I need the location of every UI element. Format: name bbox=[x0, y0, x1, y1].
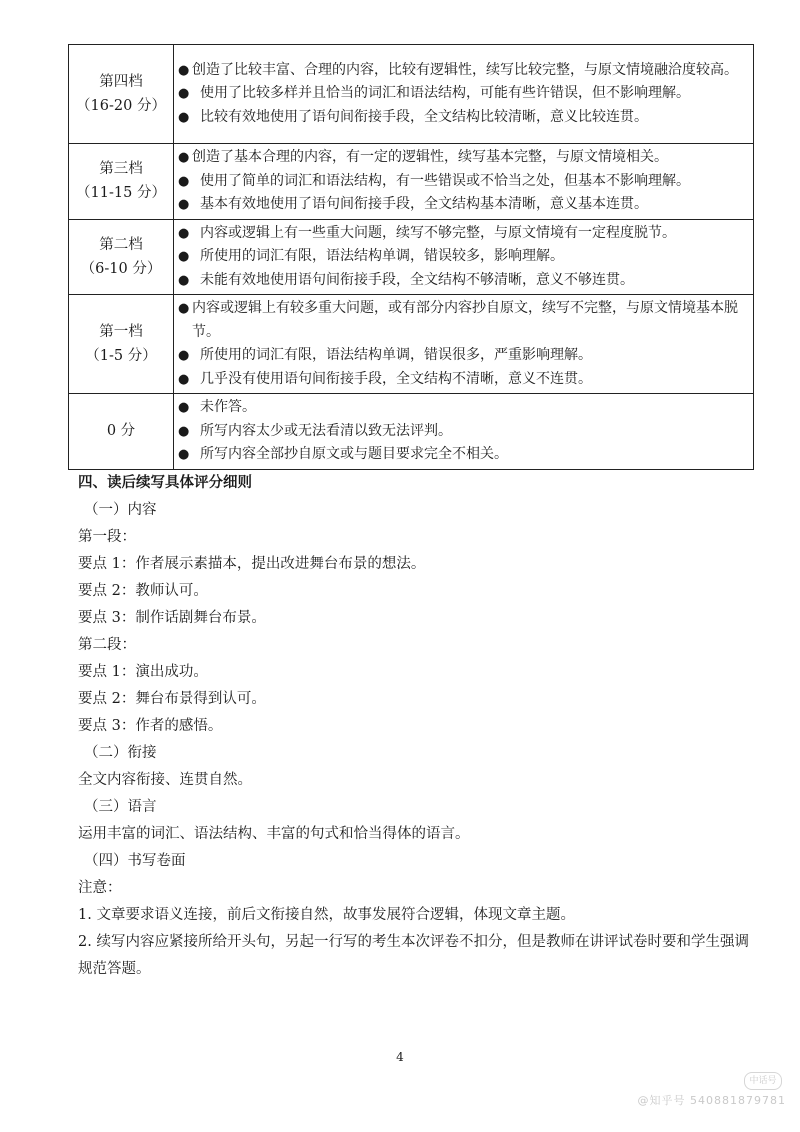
rubric-row-zero bbox=[69, 394, 754, 470]
bullet-icon: ● bbox=[178, 423, 190, 439]
criteria-item: ● 使用了简单的词汇和语法结构，有一些错误或不恰当之处，但基本不影响理解。 bbox=[178, 170, 749, 194]
content-heading: （一）内容 bbox=[84, 502, 157, 518]
bullet-icon: ● bbox=[178, 249, 190, 264]
level-cell bbox=[69, 45, 174, 144]
criteria-item: ● 比较有效地使用了语句间衔接手段，全文结构比较清晰，意义比较连贯。 bbox=[178, 106, 749, 130]
watermark-text: @知乎号 540881879781 bbox=[637, 1094, 786, 1107]
level-range: （6-10 分） bbox=[80, 260, 162, 277]
criteria-item: ● 所写内容太少或无法看清以致无法评判。 bbox=[178, 420, 749, 444]
rubric-row-level-2 bbox=[69, 219, 754, 295]
notes-label: 注意： bbox=[78, 880, 122, 896]
key-point: 要点 1：演出成功。 bbox=[78, 664, 208, 680]
note-item: 2. 续写内容应紧接所给开头句，另起一行写的考生本次评卷不扣分，但是教师在讲评试卷时要和学生强调规范答题。 bbox=[78, 934, 749, 977]
criteria-cell bbox=[174, 394, 754, 470]
rubric-table bbox=[68, 44, 754, 470]
writing-heading: （四）书写卷面 bbox=[84, 853, 186, 869]
bullet-icon: ● bbox=[178, 400, 190, 415]
bullet-icon: ● bbox=[178, 86, 190, 102]
bullet-icon: ● bbox=[178, 62, 190, 78]
bullet-icon: ● bbox=[178, 225, 190, 241]
level-cell bbox=[69, 394, 174, 470]
criteria-item: ● 所写内容全部抄自原文或与题目要求完全不相关。 bbox=[178, 443, 749, 467]
note-item: 1. 文章要求语义连接，前后文衔接自然，故事发展符合逻辑，体现文章主题。 bbox=[78, 907, 575, 923]
criteria-cell bbox=[174, 219, 754, 295]
level-name: 第一档 bbox=[99, 324, 143, 340]
criteria-item: ● 所使用的词汇有限，语法结构单调，错误较多，影响理解。 bbox=[178, 245, 749, 269]
criteria-cell bbox=[174, 144, 754, 220]
bullet-icon: ● bbox=[178, 197, 190, 212]
bullet-icon: ● bbox=[178, 348, 190, 363]
level-range: （16-20 分） bbox=[76, 98, 166, 114]
level-range: （11-15 分） bbox=[76, 185, 166, 202]
bullet-icon: ● bbox=[178, 173, 190, 189]
criteria-item: ● 内容或逻辑上有一些重大问题，续写不够完整，与原文情境有一定程度脱节。 bbox=[178, 222, 749, 246]
criteria-item: ● 创造了比较丰富、合理的内容，比较有逻辑性，续写比较完整，与原文情境融洽度较高。 bbox=[178, 59, 749, 83]
cohesion-text: 全文内容衔接、连贯自然。 bbox=[78, 772, 252, 788]
level-name: 第二档 bbox=[99, 236, 143, 253]
paragraph-two-label: 第二段： bbox=[78, 637, 136, 653]
bullet-icon: ● bbox=[178, 301, 190, 316]
key-point: 要点 3：制作话剧舞台布景。 bbox=[78, 610, 266, 626]
criteria-item: ● 创造了基本合理的内容，有一定的逻辑性，续写基本完整，与原文情境相关。 bbox=[178, 146, 749, 170]
paragraph-one-label: 第一段： bbox=[78, 529, 136, 545]
level-name: 第三档 bbox=[99, 161, 143, 178]
criteria-item: ● 内容或逻辑上有较多重大问题，或有部分内容抄自原文，续写不完整，与原文情境基本脱节。 bbox=[178, 297, 749, 344]
criteria-item: ● 几乎没有使用语句间衔接手段，全文结构不清晰，意义不连贯。 bbox=[178, 368, 749, 392]
bullet-icon: ● bbox=[178, 371, 190, 387]
section-title: 四、读后续写具体评分细则 bbox=[78, 475, 252, 491]
criteria-cell bbox=[174, 45, 754, 144]
bullet-icon: ● bbox=[178, 272, 190, 288]
key-point: 要点 1：作者展示素描本，提出改进舞台布景的想法。 bbox=[78, 556, 426, 572]
key-point: 要点 2：舞台布景得到认可。 bbox=[78, 691, 266, 707]
criteria-item: ● 所使用的词汇有限，语法结构单调，错误很多，严重影响理解。 bbox=[178, 344, 749, 368]
bullet-icon: ● bbox=[178, 109, 190, 125]
level-cell bbox=[69, 144, 174, 220]
level-range: （1-5 分） bbox=[85, 348, 157, 364]
level-name: 0 分 bbox=[106, 423, 136, 440]
level-cell bbox=[69, 295, 174, 394]
rubric-row-level-4 bbox=[69, 45, 754, 144]
criteria-item: ● 使用了比较多样并且恰当的词汇和语法结构，可能有些许错误，但不影响理解。 bbox=[178, 82, 749, 106]
key-point: 要点 2：教师认可。 bbox=[78, 583, 208, 599]
criteria-item: ● 基本有效地使用了语句间衔接手段，全文结构基本清晰，意义基本连贯。 bbox=[178, 193, 749, 217]
level-name: 第四档 bbox=[99, 74, 143, 90]
watermark-badge: 中话号 bbox=[744, 1072, 782, 1090]
key-point: 要点 3：作者的感悟。 bbox=[78, 718, 223, 734]
scoring-details-section bbox=[78, 470, 760, 983]
rubric-row-level-1 bbox=[69, 295, 754, 394]
cohesion-heading: （二）衔接 bbox=[84, 745, 157, 761]
criteria-cell bbox=[174, 295, 754, 394]
criteria-item: ● 未能有效地使用语句间衔接手段，全文结构不够清晰，意义不够连贯。 bbox=[178, 269, 749, 293]
level-cell bbox=[69, 219, 174, 295]
rubric-row-level-3 bbox=[69, 144, 754, 220]
bullet-icon: ● bbox=[178, 150, 190, 165]
bullet-icon: ● bbox=[178, 447, 190, 462]
language-heading: （三）语言 bbox=[84, 799, 157, 815]
language-text: 运用丰富的词汇、语法结构、丰富的句式和恰当得体的语言。 bbox=[78, 826, 470, 842]
page-number: 4 bbox=[396, 1050, 404, 1064]
criteria-item: ● 未作答。 bbox=[178, 396, 749, 420]
